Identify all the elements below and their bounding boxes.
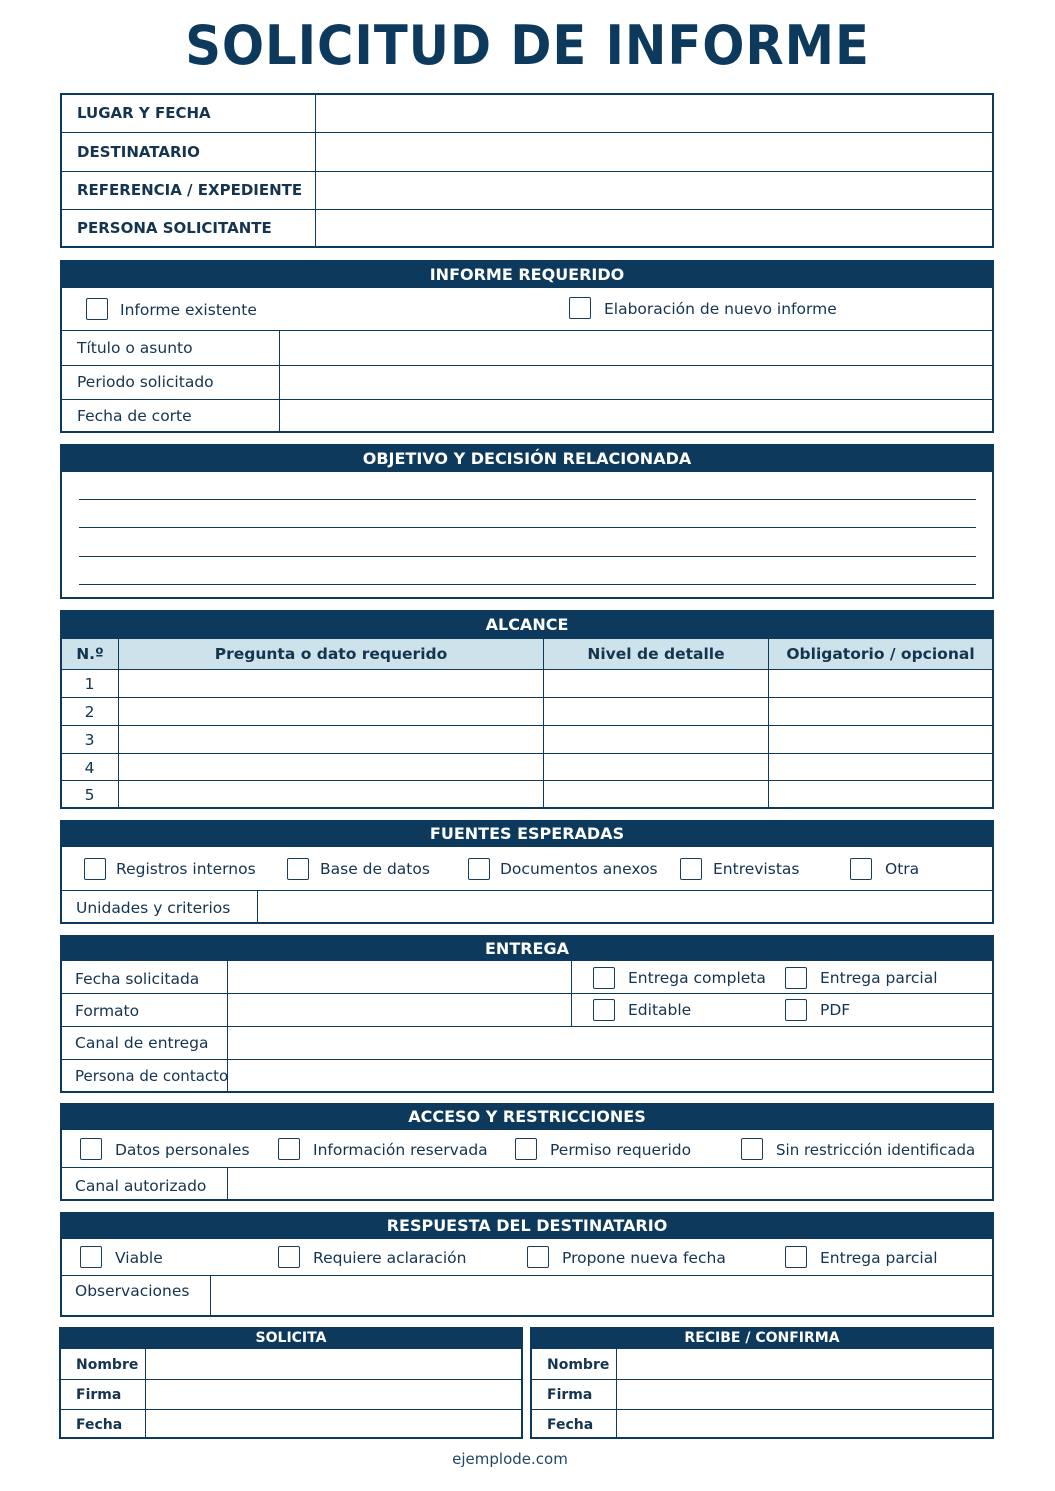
permiso-requerido-label: Permiso requerido (550, 1141, 692, 1159)
pdf-label: PDF (820, 1001, 851, 1019)
entrega-parcial-label: Entrega parcial (820, 969, 938, 987)
solicita-firma-field[interactable] (147, 1381, 521, 1408)
entrega-header: ENTREGA (60, 935, 994, 961)
footer-website: ejemplode.com (452, 1450, 568, 1468)
nueva-fecha-checkbox[interactable] (527, 1246, 549, 1268)
nuevo-informe-label: Elaboración de nuevo informe (604, 300, 837, 318)
unidades-label: Unidades y criterios (76, 899, 231, 917)
formato-label: Formato (75, 1002, 140, 1020)
col-nivel-header: Nivel de detalle (544, 639, 768, 669)
fecha-solicitada-field[interactable] (229, 963, 570, 992)
observaciones-label: Observaciones (75, 1282, 190, 1300)
alcance-row-number: 5 (84, 786, 95, 804)
recibe-firma-field[interactable] (618, 1381, 992, 1408)
fuentes-header: FUENTES ESPERADAS (60, 820, 994, 847)
recibe-fecha-field[interactable] (618, 1411, 992, 1437)
informe-existente-checkbox[interactable] (86, 298, 108, 320)
persona-label: PERSONA SOLICITANTE (77, 219, 272, 237)
lugar-fecha-field[interactable] (317, 95, 992, 131)
canal-autorizado-label: Canal autorizado (75, 1177, 207, 1195)
canal-entrega-field[interactable] (229, 1028, 992, 1058)
recibe-fecha-label: Fecha (547, 1417, 594, 1433)
datos-personales-checkbox[interactable] (80, 1138, 102, 1160)
referencia-label: REFERENCIA / EXPEDIENTE (77, 181, 303, 199)
alcance-cell[interactable] (770, 671, 992, 696)
recibe-firma-label: Firma (547, 1387, 593, 1403)
alcance-cell[interactable] (545, 671, 767, 696)
documentos-checkbox[interactable] (468, 858, 490, 880)
solicita-nombre-field[interactable] (147, 1351, 521, 1378)
editable-label: Editable (628, 1001, 692, 1019)
observaciones-field[interactable] (212, 1277, 992, 1315)
base-datos-checkbox[interactable] (287, 858, 309, 880)
entrevistas-label: Entrevistas (713, 860, 800, 878)
viable-checkbox[interactable] (80, 1246, 102, 1268)
fecha-corte-field[interactable] (281, 401, 992, 431)
canal-entrega-label: Canal de entrega (75, 1034, 209, 1052)
viable-label: Viable (115, 1249, 163, 1267)
fecha-corte-label: Fecha de corte (77, 407, 192, 425)
persona-field[interactable] (317, 211, 992, 246)
informacion-reservada-checkbox[interactable] (278, 1138, 300, 1160)
registros-checkbox[interactable] (84, 858, 106, 880)
registros-label: Registros internos (116, 860, 256, 878)
otra-label: Otra (885, 860, 920, 878)
lugar-fecha-label: LUGAR Y FECHA (77, 104, 211, 122)
contacto-label: Persona de contacto (75, 1067, 229, 1085)
solicita-nombre-label: Nombre (76, 1357, 139, 1373)
informe-existente-label: Informe existente (120, 301, 257, 319)
solicita-fecha-field[interactable] (147, 1411, 521, 1437)
entrega-parcial-checkbox[interactable] (785, 967, 807, 989)
sin-restriccion-checkbox[interactable] (741, 1138, 763, 1160)
solicita-header: SOLICITA (59, 1327, 523, 1349)
entrega-completa-checkbox[interactable] (593, 967, 615, 989)
requiere-aclaracion-label: Requiere aclaración (313, 1249, 467, 1267)
editable-checkbox[interactable] (593, 999, 615, 1021)
unidades-field[interactable] (259, 892, 992, 922)
recibe-header: RECIBE / CONFIRMA (530, 1327, 994, 1349)
periodo-field[interactable] (281, 366, 992, 398)
datos-personales-label: Datos personales (115, 1141, 250, 1159)
solicita-firma-label: Firma (76, 1387, 122, 1403)
alcance-row-number: 3 (84, 731, 95, 749)
contacto-field[interactable] (229, 1061, 992, 1091)
respuesta-entrega-parcial-checkbox[interactable] (785, 1246, 807, 1268)
alcance-cell[interactable] (120, 671, 542, 696)
referencia-field[interactable] (317, 173, 992, 208)
alcance-row-number: 1 (84, 675, 95, 693)
otra-checkbox[interactable] (850, 858, 872, 880)
alcance-header: ALCANCE (60, 610, 994, 638)
col-num-header: N.º (62, 639, 118, 669)
nueva-fecha-label: Propone nueva fecha (562, 1249, 726, 1267)
titulo-label: Título o asunto (77, 339, 193, 357)
base-datos-label: Base de datos (320, 860, 430, 878)
page-title: SOLICITUD DE INFORME (185, 14, 870, 77)
objetivo-header: OBJETIVO Y DECISIÓN RELACIONADA (60, 444, 994, 472)
solicita-fecha-label: Fecha (76, 1417, 123, 1433)
documentos-label: Documentos anexos (500, 860, 658, 878)
titulo-field[interactable] (281, 332, 992, 364)
acceso-header: ACCESO Y RESTRICCIONES (60, 1103, 994, 1130)
destinatario-label: DESTINATARIO (77, 143, 200, 161)
objetivo-textarea[interactable] (62, 474, 992, 597)
col-oblig-header: Obligatorio / opcional (769, 639, 992, 669)
informacion-reservada-label: Información reservada (313, 1141, 488, 1159)
recibe-nombre-label: Nombre (547, 1357, 610, 1373)
fecha-solicitada-label: Fecha solicitada (75, 970, 200, 988)
pdf-checkbox[interactable] (785, 999, 807, 1021)
requiere-aclaracion-checkbox[interactable] (278, 1246, 300, 1268)
alcance-row-number: 2 (84, 703, 95, 721)
alcance-row-number: 4 (84, 759, 95, 777)
respuesta-entrega-parcial-label: Entrega parcial (820, 1249, 938, 1267)
respuesta-header: RESPUESTA DEL DESTINATARIO (60, 1212, 994, 1239)
sin-restriccion-label: Sin restricción identificada (776, 1141, 976, 1159)
entrevistas-checkbox[interactable] (680, 858, 702, 880)
col-pregunta-header: Pregunta o dato requerido (119, 639, 543, 669)
nuevo-informe-checkbox[interactable] (569, 297, 591, 319)
destinatario-field[interactable] (317, 134, 992, 170)
canal-autorizado-field[interactable] (229, 1169, 992, 1199)
entrega-completa-label: Entrega completa (628, 969, 766, 987)
permiso-requerido-checkbox[interactable] (515, 1138, 537, 1160)
periodo-label: Periodo solicitado (77, 373, 214, 391)
formato-field[interactable] (229, 995, 570, 1025)
recibe-nombre-field[interactable] (618, 1351, 992, 1378)
informe-header: INFORME REQUERIDO (60, 260, 994, 288)
